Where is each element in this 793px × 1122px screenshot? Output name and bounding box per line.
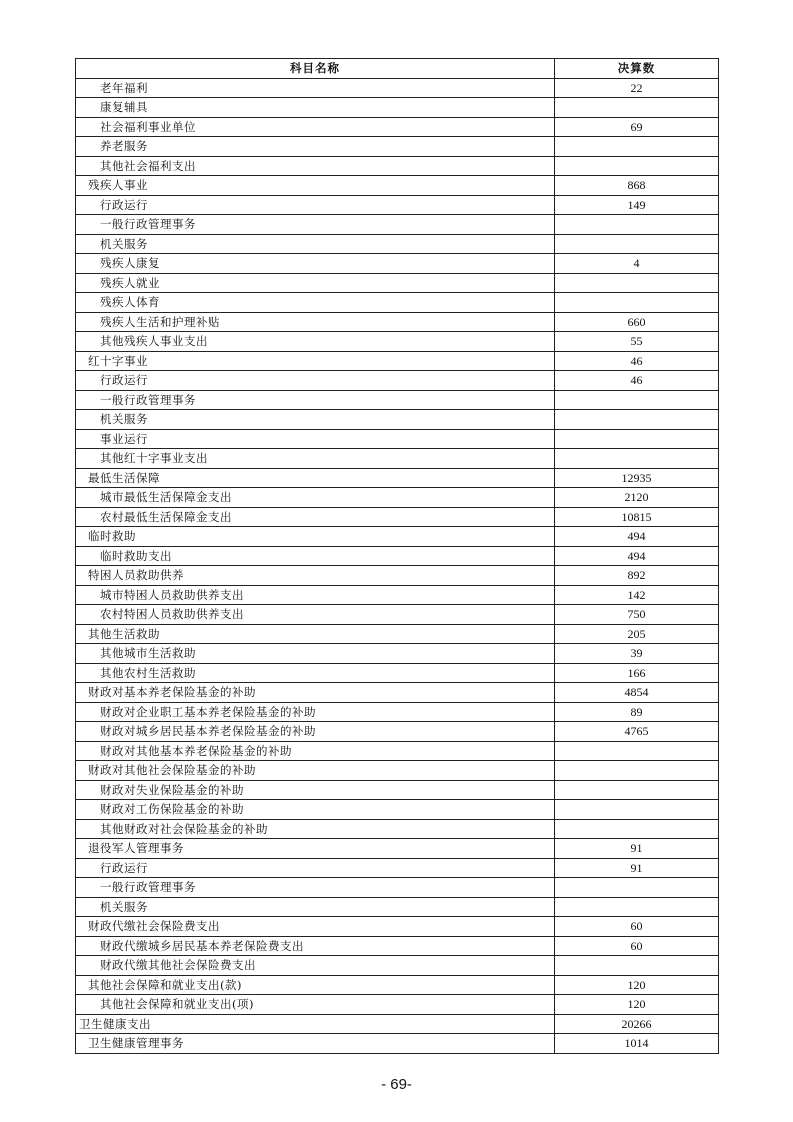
- table-row: [76, 644, 719, 664]
- table-row: [76, 390, 719, 410]
- table-header-row: [76, 59, 719, 79]
- row-amount: 20266: [555, 1014, 719, 1034]
- row-amount: 660: [555, 312, 719, 332]
- table-row: [76, 234, 719, 254]
- row-amount: [555, 897, 719, 917]
- table-row: [76, 897, 719, 917]
- row-amount: [555, 819, 719, 839]
- row-item-name: 残疾人事业: [76, 176, 555, 196]
- row-item-name: 其他农村生活救助: [76, 663, 555, 683]
- row-amount: 89: [555, 702, 719, 722]
- table-row: [76, 468, 719, 488]
- table-row: [76, 98, 719, 118]
- row-item-name: 财政对其他基本养老保险基金的补助: [76, 741, 555, 761]
- row-item-name: 财政代缴其他社会保险费支出: [76, 956, 555, 976]
- table-row: [76, 975, 719, 995]
- table-row: [76, 1034, 719, 1054]
- row-item-name: 机关服务: [76, 234, 555, 254]
- row-item-name: 机关服务: [76, 897, 555, 917]
- row-item-name: 财政对工伤保险基金的补助: [76, 800, 555, 820]
- row-amount: 149: [555, 195, 719, 215]
- row-item-name: 其他红十字事业支出: [76, 449, 555, 469]
- row-item-name: 其他财政对社会保险基金的补助: [76, 819, 555, 839]
- row-amount: 55: [555, 332, 719, 352]
- row-item-name: 康复辅具: [76, 98, 555, 118]
- table-row: [76, 956, 719, 976]
- row-item-name: 社会福利事业单位: [76, 117, 555, 137]
- row-amount: [555, 956, 719, 976]
- table-row: [76, 176, 719, 196]
- row-item-name: 一般行政管理事务: [76, 215, 555, 235]
- row-amount: 22: [555, 78, 719, 98]
- row-item-name: 城市特困人员救助供养支出: [76, 585, 555, 605]
- row-amount: 142: [555, 585, 719, 605]
- row-item-name: 其他生活救助: [76, 624, 555, 644]
- row-item-name: 行政运行: [76, 371, 555, 391]
- row-item-name: 残疾人生活和护理补贴: [76, 312, 555, 332]
- table-row: [76, 1014, 719, 1034]
- row-amount: 12935: [555, 468, 719, 488]
- page-number: - 69-: [381, 1076, 412, 1093]
- table-row: [76, 702, 719, 722]
- row-item-name: 其他社会保障和就业支出(款): [76, 975, 555, 995]
- table-row: [76, 585, 719, 605]
- row-amount: 494: [555, 546, 719, 566]
- table-row: [76, 858, 719, 878]
- row-amount: 166: [555, 663, 719, 683]
- row-amount: [555, 293, 719, 313]
- table-row: [76, 429, 719, 449]
- row-item-name: 临时救助: [76, 527, 555, 547]
- row-item-name: 卫生健康支出: [76, 1014, 555, 1034]
- table-row: [76, 410, 719, 430]
- row-amount: 46: [555, 371, 719, 391]
- row-item-name: 机关服务: [76, 410, 555, 430]
- table-row: [76, 351, 719, 371]
- row-amount: 4854: [555, 683, 719, 703]
- row-item-name: 财政代缴社会保险费支出: [76, 917, 555, 937]
- row-item-name: 其他社会保障和就业支出(项): [76, 995, 555, 1015]
- table-row: [76, 741, 719, 761]
- table-row: [76, 819, 719, 839]
- table-row: [76, 995, 719, 1015]
- table-row: [76, 117, 719, 137]
- row-amount: 205: [555, 624, 719, 644]
- row-item-name: 农村最低生活保障金支出: [76, 507, 555, 527]
- table-row: [76, 78, 719, 98]
- row-amount: 91: [555, 858, 719, 878]
- row-amount: 4765: [555, 722, 719, 742]
- table-row: [76, 605, 719, 625]
- expenditure-table: [75, 58, 719, 1054]
- row-item-name: 财政对城乡居民基本养老保险基金的补助: [76, 722, 555, 742]
- table-row: [76, 254, 719, 274]
- row-amount: [555, 429, 719, 449]
- table-row: [76, 488, 719, 508]
- table-row: [76, 195, 719, 215]
- row-amount: 494: [555, 527, 719, 547]
- table-row: [76, 839, 719, 859]
- table-row: [76, 683, 719, 703]
- row-item-name: 其他残疾人事业支出: [76, 332, 555, 352]
- table-row: [76, 780, 719, 800]
- row-item-name: 其他城市生活救助: [76, 644, 555, 664]
- table-row: [76, 546, 719, 566]
- row-amount: 120: [555, 995, 719, 1015]
- row-amount: 2120: [555, 488, 719, 508]
- row-amount: 120: [555, 975, 719, 995]
- table-row: [76, 215, 719, 235]
- row-amount: [555, 800, 719, 820]
- row-amount: [555, 878, 719, 898]
- row-amount: [555, 449, 719, 469]
- row-amount: [555, 156, 719, 176]
- column-header-amount: 决算数: [555, 59, 719, 79]
- row-item-name: 城市最低生活保障金支出: [76, 488, 555, 508]
- table-row: [76, 527, 719, 547]
- row-amount: [555, 780, 719, 800]
- row-item-name: 农村特困人员救助供养支出: [76, 605, 555, 625]
- table-row: [76, 917, 719, 937]
- row-amount: [555, 741, 719, 761]
- row-amount: 60: [555, 917, 719, 937]
- row-amount: [555, 390, 719, 410]
- table-row: [76, 761, 719, 781]
- row-item-name: 老年福利: [76, 78, 555, 98]
- row-amount: 60: [555, 936, 719, 956]
- table-row: [76, 507, 719, 527]
- row-amount: 10815: [555, 507, 719, 527]
- table-row: [76, 722, 719, 742]
- row-item-name: 残疾人体育: [76, 293, 555, 313]
- row-item-name: 特困人员救助供养: [76, 566, 555, 586]
- row-amount: [555, 98, 719, 118]
- table-row: [76, 936, 719, 956]
- row-item-name: 财政对其他社会保险基金的补助: [76, 761, 555, 781]
- row-amount: 39: [555, 644, 719, 664]
- table-row: [76, 293, 719, 313]
- row-item-name: 行政运行: [76, 858, 555, 878]
- table-row: [76, 371, 719, 391]
- row-amount: [555, 410, 719, 430]
- row-amount: 1014: [555, 1034, 719, 1054]
- row-amount: [555, 273, 719, 293]
- row-item-name: 财政代缴城乡居民基本养老保险费支出: [76, 936, 555, 956]
- row-item-name: 行政运行: [76, 195, 555, 215]
- row-item-name: 财政对失业保险基金的补助: [76, 780, 555, 800]
- row-item-name: 事业运行: [76, 429, 555, 449]
- row-item-name: 一般行政管理事务: [76, 878, 555, 898]
- row-item-name: 财政对基本养老保险基金的补助: [76, 683, 555, 703]
- row-amount: [555, 215, 719, 235]
- row-item-name: 临时救助支出: [76, 546, 555, 566]
- table-body: [76, 78, 719, 1053]
- table-row: [76, 332, 719, 352]
- table-row: [76, 312, 719, 332]
- row-amount: 750: [555, 605, 719, 625]
- row-item-name: 财政对企业职工基本养老保险基金的补助: [76, 702, 555, 722]
- column-header-name: 科目名称: [76, 59, 555, 79]
- row-amount: [555, 761, 719, 781]
- table-row: [76, 663, 719, 683]
- row-item-name: 残疾人康复: [76, 254, 555, 274]
- table-row: [76, 878, 719, 898]
- row-amount: 892: [555, 566, 719, 586]
- row-item-name: 其他社会福利支出: [76, 156, 555, 176]
- row-amount: 91: [555, 839, 719, 859]
- table-row: [76, 449, 719, 469]
- row-amount: 868: [555, 176, 719, 196]
- table-row: [76, 800, 719, 820]
- row-amount: [555, 234, 719, 254]
- row-item-name: 残疾人就业: [76, 273, 555, 293]
- table-row: [76, 566, 719, 586]
- row-item-name: 红十字事业: [76, 351, 555, 371]
- table-row: [76, 156, 719, 176]
- row-item-name: 卫生健康管理事务: [76, 1034, 555, 1054]
- row-amount: 4: [555, 254, 719, 274]
- table-row: [76, 273, 719, 293]
- row-item-name: 退役军人管理事务: [76, 839, 555, 859]
- row-item-name: 一般行政管理事务: [76, 390, 555, 410]
- row-amount: 46: [555, 351, 719, 371]
- row-item-name: 养老服务: [76, 137, 555, 157]
- row-amount: [555, 137, 719, 157]
- row-item-name: 最低生活保障: [76, 468, 555, 488]
- table-row: [76, 137, 719, 157]
- table-row: [76, 624, 719, 644]
- row-amount: 69: [555, 117, 719, 137]
